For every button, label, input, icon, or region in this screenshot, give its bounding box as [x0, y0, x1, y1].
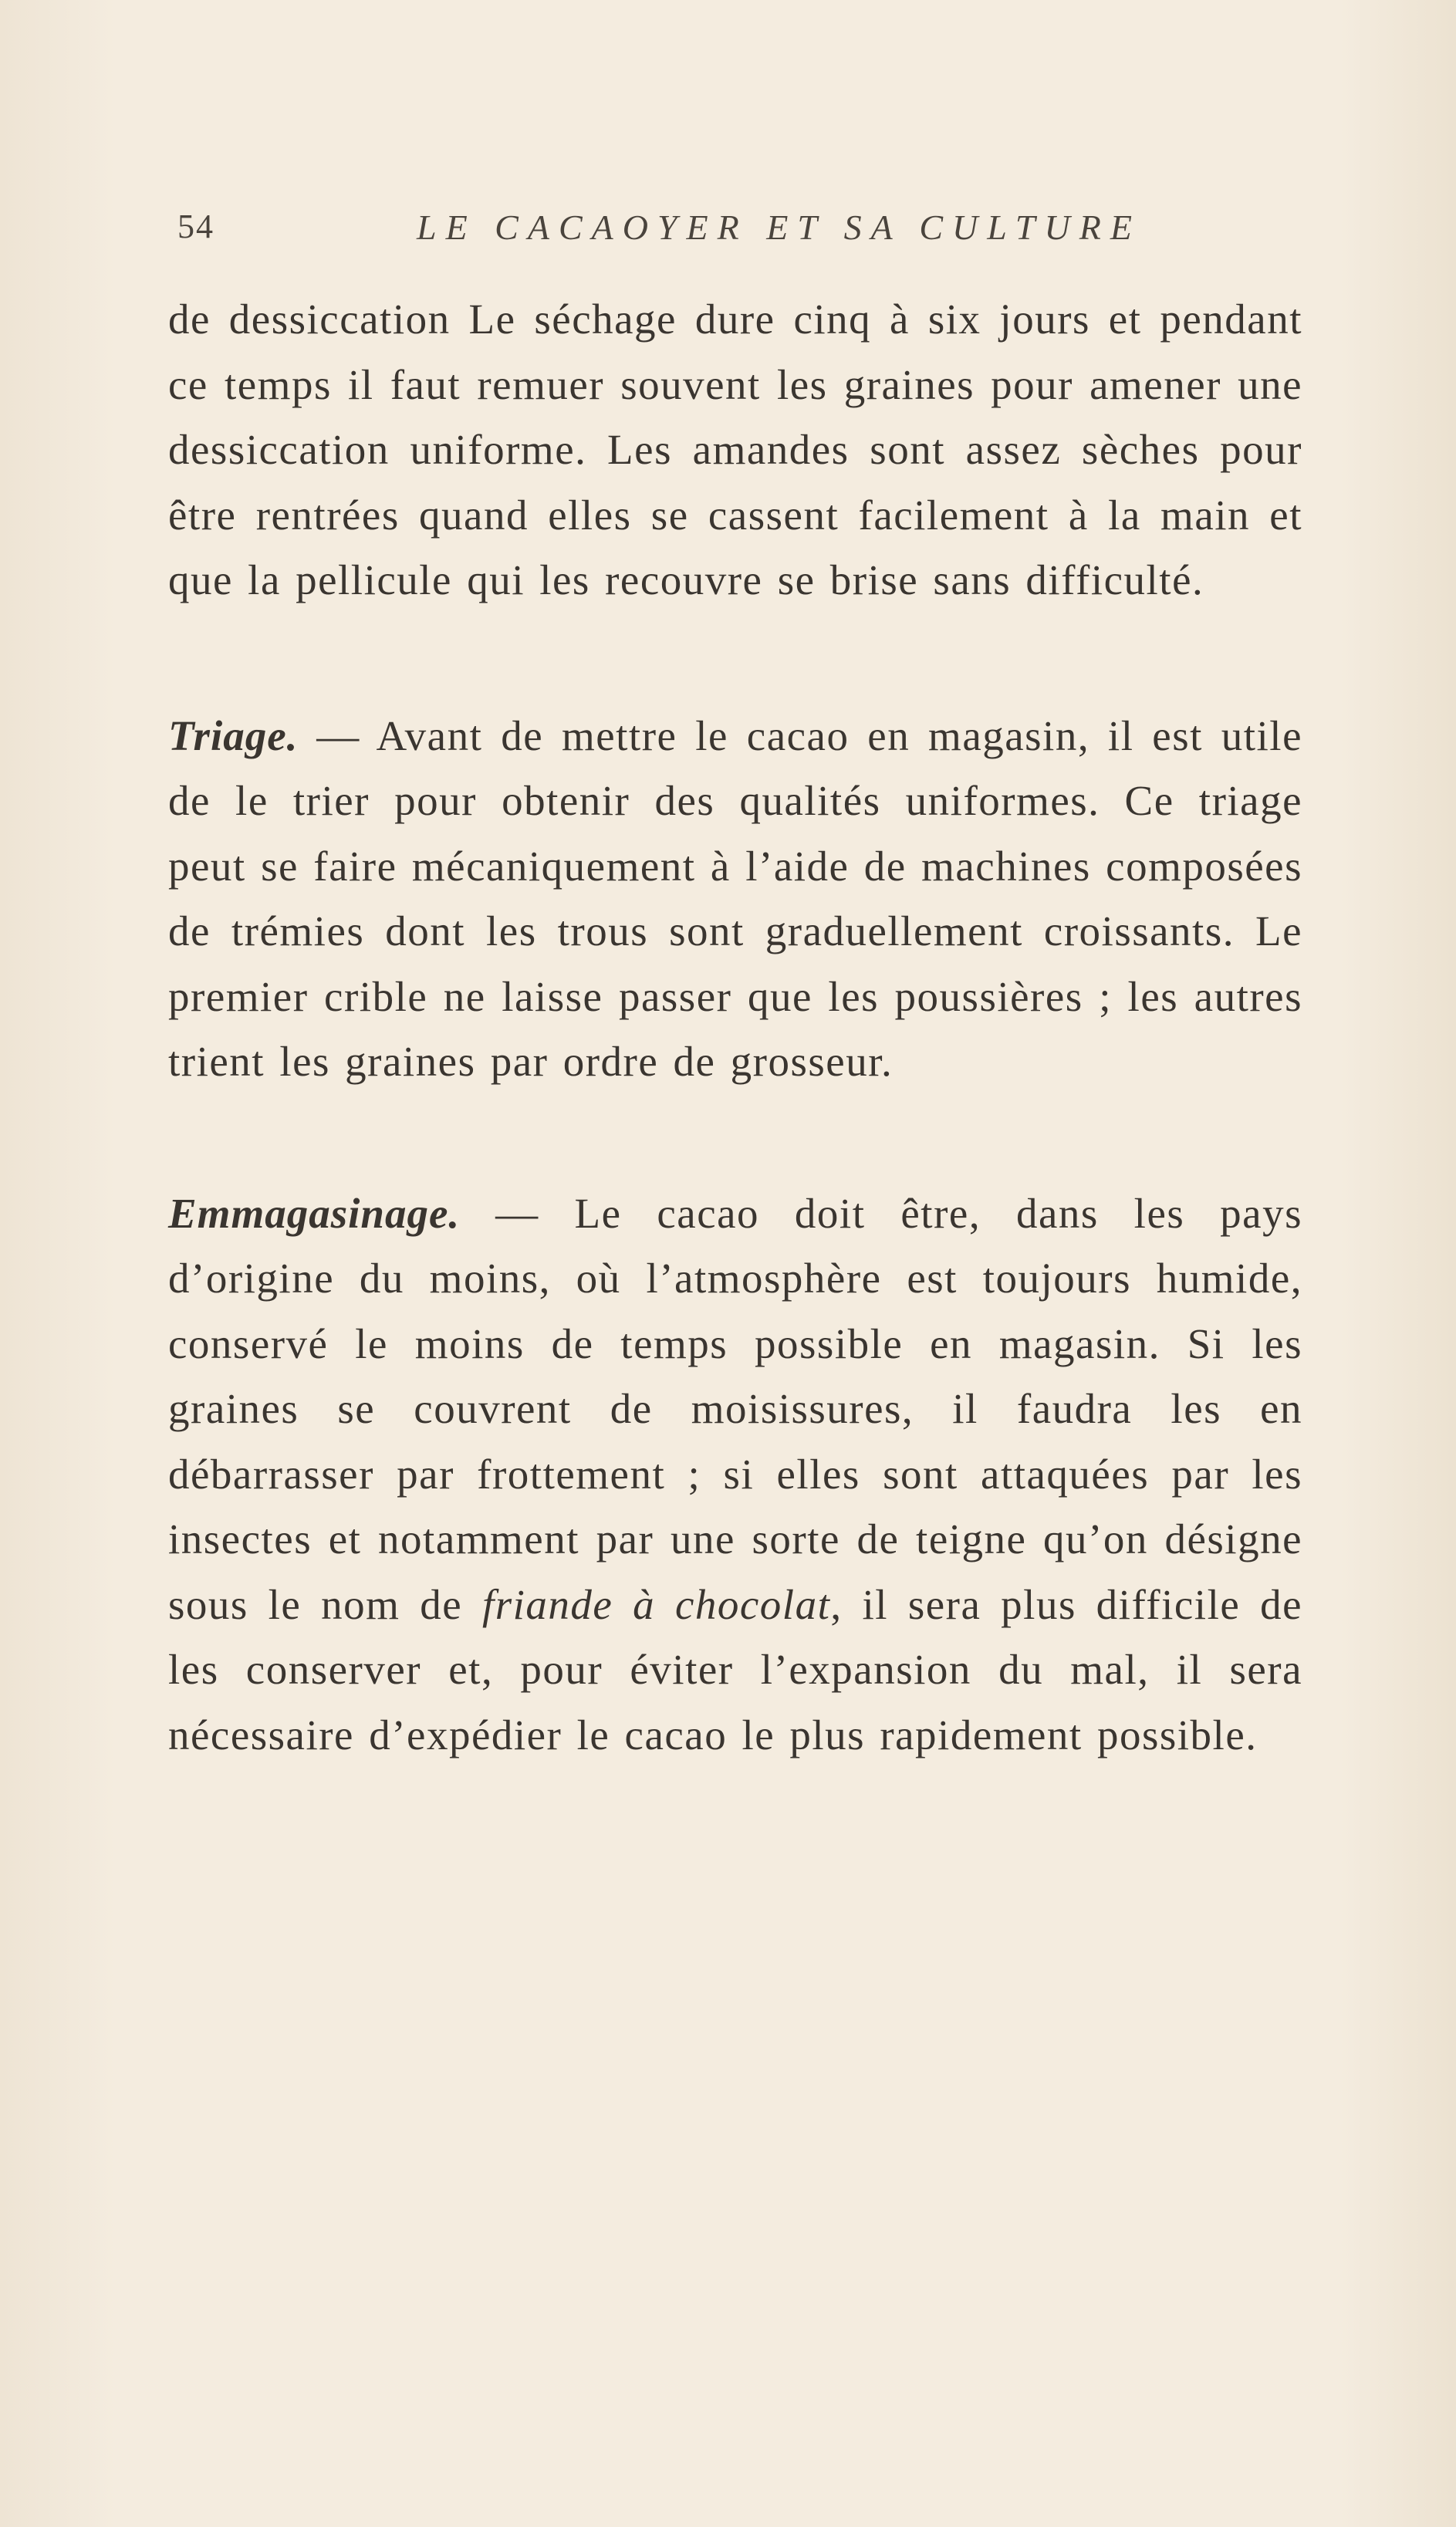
paragraph-text: — Le cacao doit être, dans les pays d’origine du moins, où l’atmosphère est toujours humide, conservé le moins de temps possible en magasin. Si les graines se couvrent de moisissures, il faudra les en débarrasser par frottement ; si elles sont attaquées par les insectes et notamment par une sorte de teigne qu’on désigne sous le nom de: [168, 1189, 1302, 1628]
body-text: [168, 287, 1302, 1768]
paragraph-drying: [168, 287, 1302, 613]
running-title: LE CACAOYER ET SA CULTURE: [417, 208, 1141, 247]
section-heading-triage: Triage.: [168, 711, 299, 759]
paragraph-text: — Avant de mettre le cacao en magasin, il est utile de le trier pour obtenir des qualités uniformes. Ce triage peut se faire mécaniquement à l’aide de machines composées de trémies dont les trous sont graduellement croissants. Le premier crible ne laisse passer que les poussières ; les autres trient les graines par ordre de grosseur.: [168, 711, 1302, 1085]
page-number: 54: [177, 208, 215, 245]
running-head: [168, 207, 1302, 261]
italic-term: friande à chocolat: [481, 1580, 831, 1628]
section-heading-emmagasinage: Emmagasinage.: [168, 1189, 461, 1237]
paragraph-text: , il sera plus difficile de les conserver et, pour éviter l’expansion du mal, il sera nécessaire d’expédier le cacao le plus rapidement possible.: [168, 1580, 1302, 1758]
paragraph-text: de dessiccation Le séchage dure cinq à six jours et pendant ce temps il faut remuer souvent les graines pour amener une dessiccation uniforme. Les amandes sont assez sèches pour être rentrées quand elles se cassent facilement à la main et que la pellicule qui les recouvre se brise sans difficulté.: [168, 296, 1302, 603]
paragraph-storage: [168, 1181, 1302, 1769]
paragraph-triage: [168, 704, 1302, 1095]
